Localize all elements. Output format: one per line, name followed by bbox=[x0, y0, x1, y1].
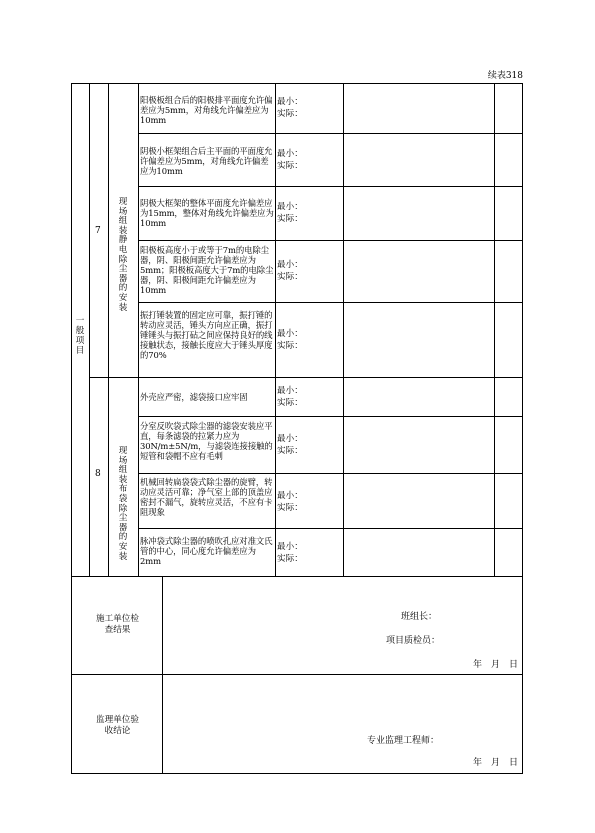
continued-table-number: 续表318 bbox=[487, 71, 523, 81]
min-label: 最小： bbox=[277, 202, 303, 212]
sign-date: 年 月 日 bbox=[473, 758, 519, 768]
item-title: 现场组装布袋除尘器的安装 bbox=[118, 446, 128, 562]
actual-label: 实际： bbox=[277, 109, 303, 119]
item-number: 7 bbox=[95, 226, 101, 236]
requirement-text: 阳极板高度小于或等于7m的电除尘器，阴、阳极间距允许偏差应为5mm；阳极板高度大于7m的电除尘器，阴、阳极间距允许偏差应为10mm bbox=[140, 245, 274, 295]
min-label: 最小： bbox=[277, 329, 303, 339]
supervisor-label: 专业监理工程师： bbox=[367, 736, 440, 746]
actual-label: 实际： bbox=[277, 398, 303, 408]
min-label: 最小： bbox=[277, 97, 303, 107]
min-label: 最小： bbox=[277, 434, 303, 444]
min-label: 最小： bbox=[277, 491, 303, 501]
item-number: 8 bbox=[95, 469, 101, 479]
sign-date: 年 月 日 bbox=[473, 660, 519, 670]
team-leader-label: 班组长： bbox=[401, 612, 438, 622]
requirement-text: 阴极大框架的整体平面度允许偏差应为15mm，整体对角线允许偏差应为10mm bbox=[140, 198, 274, 228]
requirement-text: 阴极小框架组合后主平面的平面度允许偏差应为5mm，对角线允许偏差应为10mm bbox=[140, 146, 273, 176]
requirement-text: 机械回转扁袋袋式除尘器的旋臂，转动应灵活可靠；净气室上部的顶盖应密封不漏气，旋转应灵活，不应有卡阻现象 bbox=[140, 477, 273, 517]
min-label: 最小： bbox=[277, 260, 303, 270]
requirement-text: 分室反吹袋式除尘器的滤袋安装应平直，每条滤袋的拉紧力应为30N/m±5N/m，与滤袋连接接触的短管和袋帽不应有毛刺 bbox=[140, 421, 273, 461]
quality-inspector-label: 项目质检员： bbox=[386, 636, 441, 646]
actual-label: 实际： bbox=[277, 446, 303, 456]
actual-label: 实际： bbox=[277, 341, 303, 351]
requirement-text: 脉冲袋式除尘器的喷吹孔应对准文氏管的中心，同心度允许偏差应为2mm bbox=[140, 536, 273, 566]
actual-label: 实际： bbox=[277, 161, 303, 171]
min-label: 最小： bbox=[277, 149, 303, 159]
requirement-text: 阳极板组合后的阳极排平面度允许偏差应为5mm，对角线允许偏差应为10mm bbox=[140, 95, 273, 125]
requirement-text: 外壳应严密，滤袋接口应牢固 bbox=[140, 392, 248, 402]
category-label: 一般项目 bbox=[75, 316, 85, 356]
actual-label: 实际： bbox=[277, 503, 303, 513]
supervision-conclusion-label: 监理单位验收结论 bbox=[96, 715, 139, 736]
item-title: 现场组装静电除尘器的安装 bbox=[118, 197, 128, 313]
requirement-text: 振打锤装置的固定应可靠，振打锤的转动应灵活，锤头方向应正确，振打锤锤头与振打砧之间应保持良好的线接触状态，接触长度应大于锤头厚度的70% bbox=[140, 310, 273, 360]
min-label: 最小： bbox=[277, 386, 303, 396]
actual-label: 实际： bbox=[277, 214, 303, 224]
actual-label: 实际： bbox=[277, 272, 303, 282]
actual-label: 实际： bbox=[277, 554, 303, 564]
construction-result-label: 施工单位检查结果 bbox=[96, 614, 139, 635]
min-label: 最小： bbox=[277, 542, 303, 552]
